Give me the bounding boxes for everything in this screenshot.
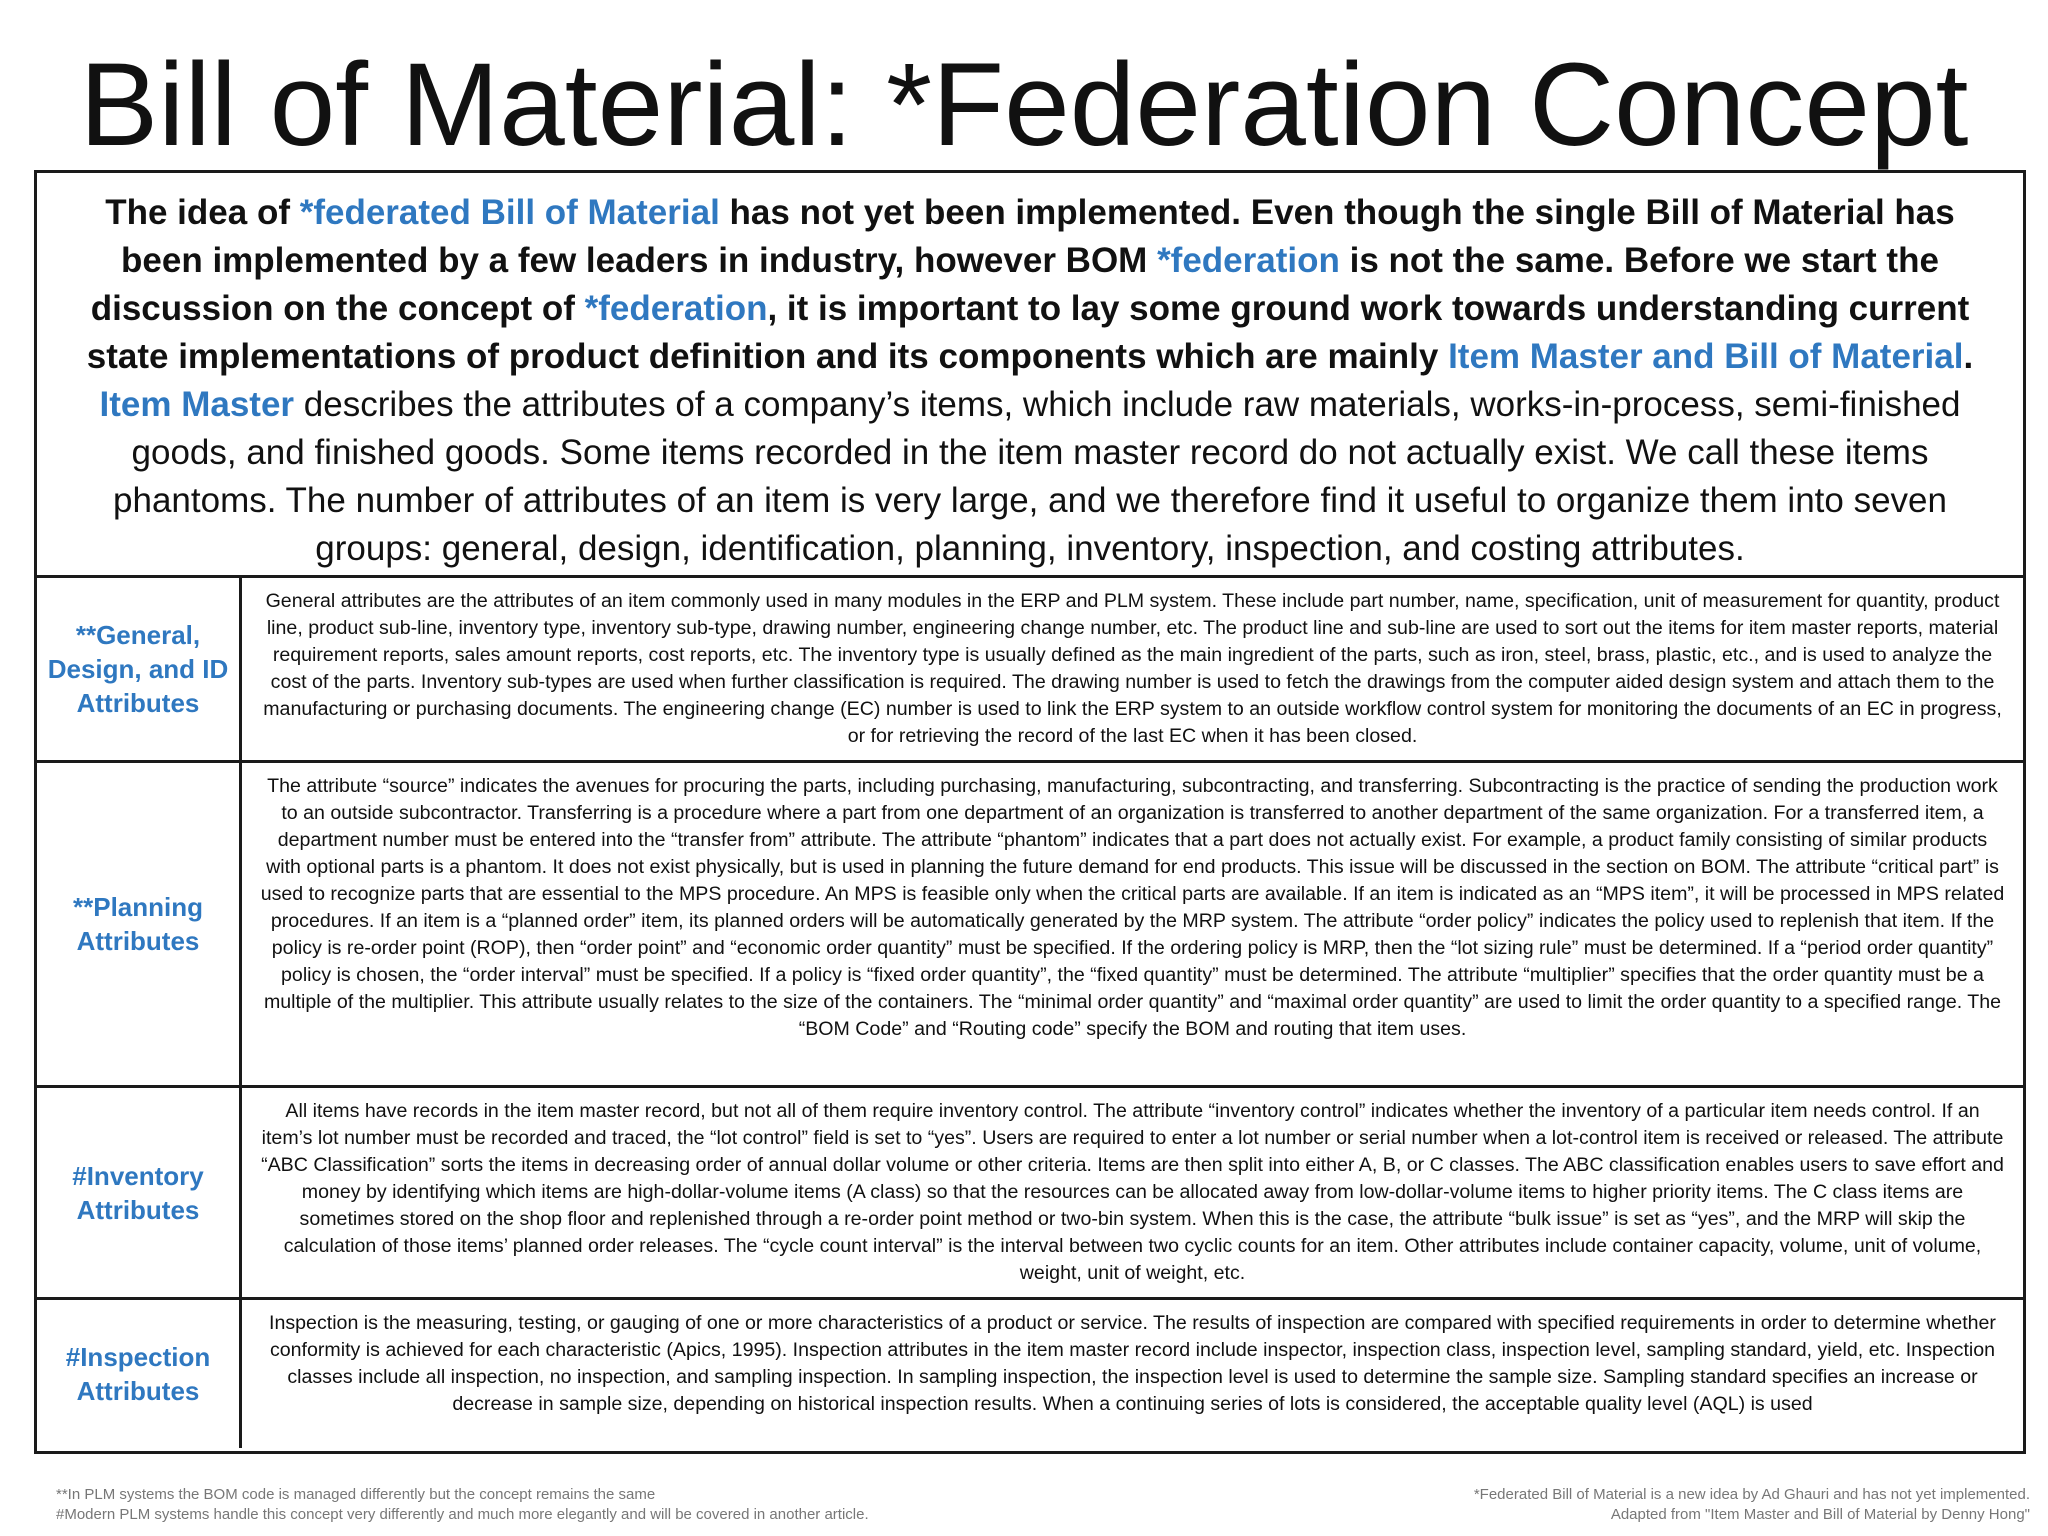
page-title: Bill of Material: *Federation Concept <box>79 39 1969 171</box>
section-row-planning <box>37 763 2023 1088</box>
intro-lead-highlight: *federation <box>584 289 768 328</box>
content-table <box>34 170 2026 1454</box>
section-row-general <box>37 578 2023 763</box>
footnote: Adapted from "Item Master and Bill of Material by Denny Hong" <box>1610 1506 2030 1523</box>
intro-lead <box>67 189 1993 381</box>
intro-body-text: describes the attributes of a company’s items, which include raw materials, works-in-process, semi-finished goods, and finished goods. Some items recorded in the item master record do not actually exist. We call these items phantoms. The number of attributes of an item is very large, and we therefore find it useful to organize them into seven groups: general, design, identification, planning, inventory, inspection, and costing attributes. <box>113 385 1961 568</box>
section-row-inspection <box>37 1300 2023 1448</box>
footnote: *Federated Bill of Material is a new idea by Ad Ghauri and has not yet implemented. <box>1473 1486 2030 1503</box>
intro-body-highlight: Item Master <box>99 385 295 424</box>
section-label: **Planning Attributes <box>37 763 242 1085</box>
section-text: Inspection is the measuring, testing, or gauging of one or more characteristics of a product or service. The results of inspection are compared with specified requirements in order to determine whether conformity is achieved for each characteristic (Apics, 1995). Inspection attributes in the item master record include inspector, inspection class, inspection level, sampling standard, yield, etc. Inspection classes include all inspection, no inspection, and sampling inspection. In sampling inspection, the inspection level is used to determine the sample size. Sampling standard specifies an increase or decrease in sample size, depending on historical inspection results. When a continuing series of lots is considered, the acceptable quality level (AQL) is used <box>269 1312 1996 1415</box>
intro-lead-text: The idea of <box>105 193 300 232</box>
footnotes-right <box>1474 1485 2030 1525</box>
intro-lead-text: has not yet been implemented. Even though the single Bill of Material has been implemented by a few leaders in industry, however BOM <box>121 193 1955 280</box>
section-text: The attribute “source” indicates the avenues for procuring the parts, including purchasing, manufacturing, subcontracting, and transferring. Subcontracting is the practice of sending the production work to an outside subcontractor. Transferring is a procedure where a part from one department of an organization is transferred to another department of the same organization. For a transferred item, a department number must be entered into the “transfer from” attribute. The attribute “phantom” indicates that a part does not actually exist. For example, a product family consisting of similar products with optional parts is a phantom. It does not exist physically, but is used in planning the future demand for end products. This issue will be discussed in the section on BOM. The attribute “critical part” is used to recognize parts that are essential to the MPS procedure. An MPS is feasible only when the critical parts are available. If an item is indicated as an “MPS item”, it will be processed in MPS related procedures. If an item is a “planned order” item, its planned orders will be automatically generated by the MRP system. The attribute “order policy” indicates the policy used to replenish that item. If the policy is re-order point (ROP), then “order point” and “economic order quantity” must be specified. If the ordering policy is MRP, then the “lot sizing rule” must be determined. If a “period order quantity” policy is chosen, the “order interval” must be specified. If a policy is “fixed order quantity”, the “fixed quantity” must be determined. The attribute “multiplier” specifies that the order quantity must be a multiple of the multiplier. This attribute usually relates to the size of the containers. The “minimal order quantity” and “maximal order quantity” are used to limit the order quantity to a specified range. The “BOM Code” and “Routing code” specify the BOM and routing that item uses. <box>260 775 2005 1040</box>
intro-lead-highlight: *federated Bill of Material <box>299 193 720 232</box>
intro-lead-text: , it is important to lay some ground work towards understanding current state implementations of product definition and its components which are mainly <box>86 289 1970 376</box>
intro-lead-highlight: *federation <box>1157 241 1340 280</box>
section-label: #Inventory Attributes <box>37 1088 242 1297</box>
section-text: General attributes are the attributes of an item commonly used in many modules in the ERP and PLM system. These include part number, name, specification, unit of measurement for quantity, product line, product sub-line, inventory type, inventory sub-type, drawing number, engineering change number, etc. The product line and sub-line are used to sort out the items for item master reports, material requirement reports, sales amount reports, cost reports, etc. The inventory type is usually defined as the main ingredient of the parts, such as iron, steel, brass, plastic, etc., and is used to analyze the cost of the parts. Inventory sub-types are used when further classification is required. The drawing number is used to fetch the drawings from the computer aided design system and attach them to the manufacturing or purchasing documents. The engineering change (EC) number is used to link the ERP system to an outside workflow control system for monitoring the documents of an EC in progress, or for retrieving the record of the last EC when it has been closed. <box>263 590 2002 747</box>
intro-lead-text: is not the same. Before we start the discussion on the concept of <box>90 241 1939 328</box>
footnote: #Modern PLM systems handle this concept very differently and much more elegantly and will be covered in another article. <box>56 1506 869 1523</box>
intro-lead-highlight: Item Master and Bill of Material <box>1448 337 1964 376</box>
section-label: #Inspection Attributes <box>37 1300 242 1448</box>
intro-block <box>37 173 2023 578</box>
intro-body <box>67 381 1993 573</box>
footnotes-left <box>56 1485 869 1525</box>
section-label: **General, Design, and ID Attributes <box>37 578 242 760</box>
section-text: All items have records in the item master record, but not all of them require inventory control. The attribute “inventory control” indicates whether the inventory of a particular item needs control. If an item’s lot number must be recorded and traced, the “lot control” field is set to “yes”. Users are required to enter a lot number or serial number when a lot-control item is received or released. The attribute “ABC Classification” sorts the items in decreasing order of annual dollar volume or other criteria. Items are then split into either A, B, or C classes. The ABC classification enables users to save effort and money by identifying which items are high-dollar-volume items (A class) so that the resources can be allocated away from low-dollar-volume items to higher priority items. The C class items are sometimes stored on the shop floor and replenished through a re-order point method or two-bin system. When this is the case, the attribute “bulk issue” is set as “yes”, and the MRP will skip the calculation of those items’ planned order releases. The “cycle count interval” is the interval between two cyclic counts for an item. Other attributes include container capacity, volume, unit of volume, weight, unit of weight, etc. <box>261 1100 2004 1284</box>
intro-lead-text: . <box>1963 337 1974 376</box>
footnote: **In PLM systems the BOM code is managed differently but the concept remains the same <box>56 1486 656 1503</box>
section-row-inventory <box>37 1088 2023 1300</box>
